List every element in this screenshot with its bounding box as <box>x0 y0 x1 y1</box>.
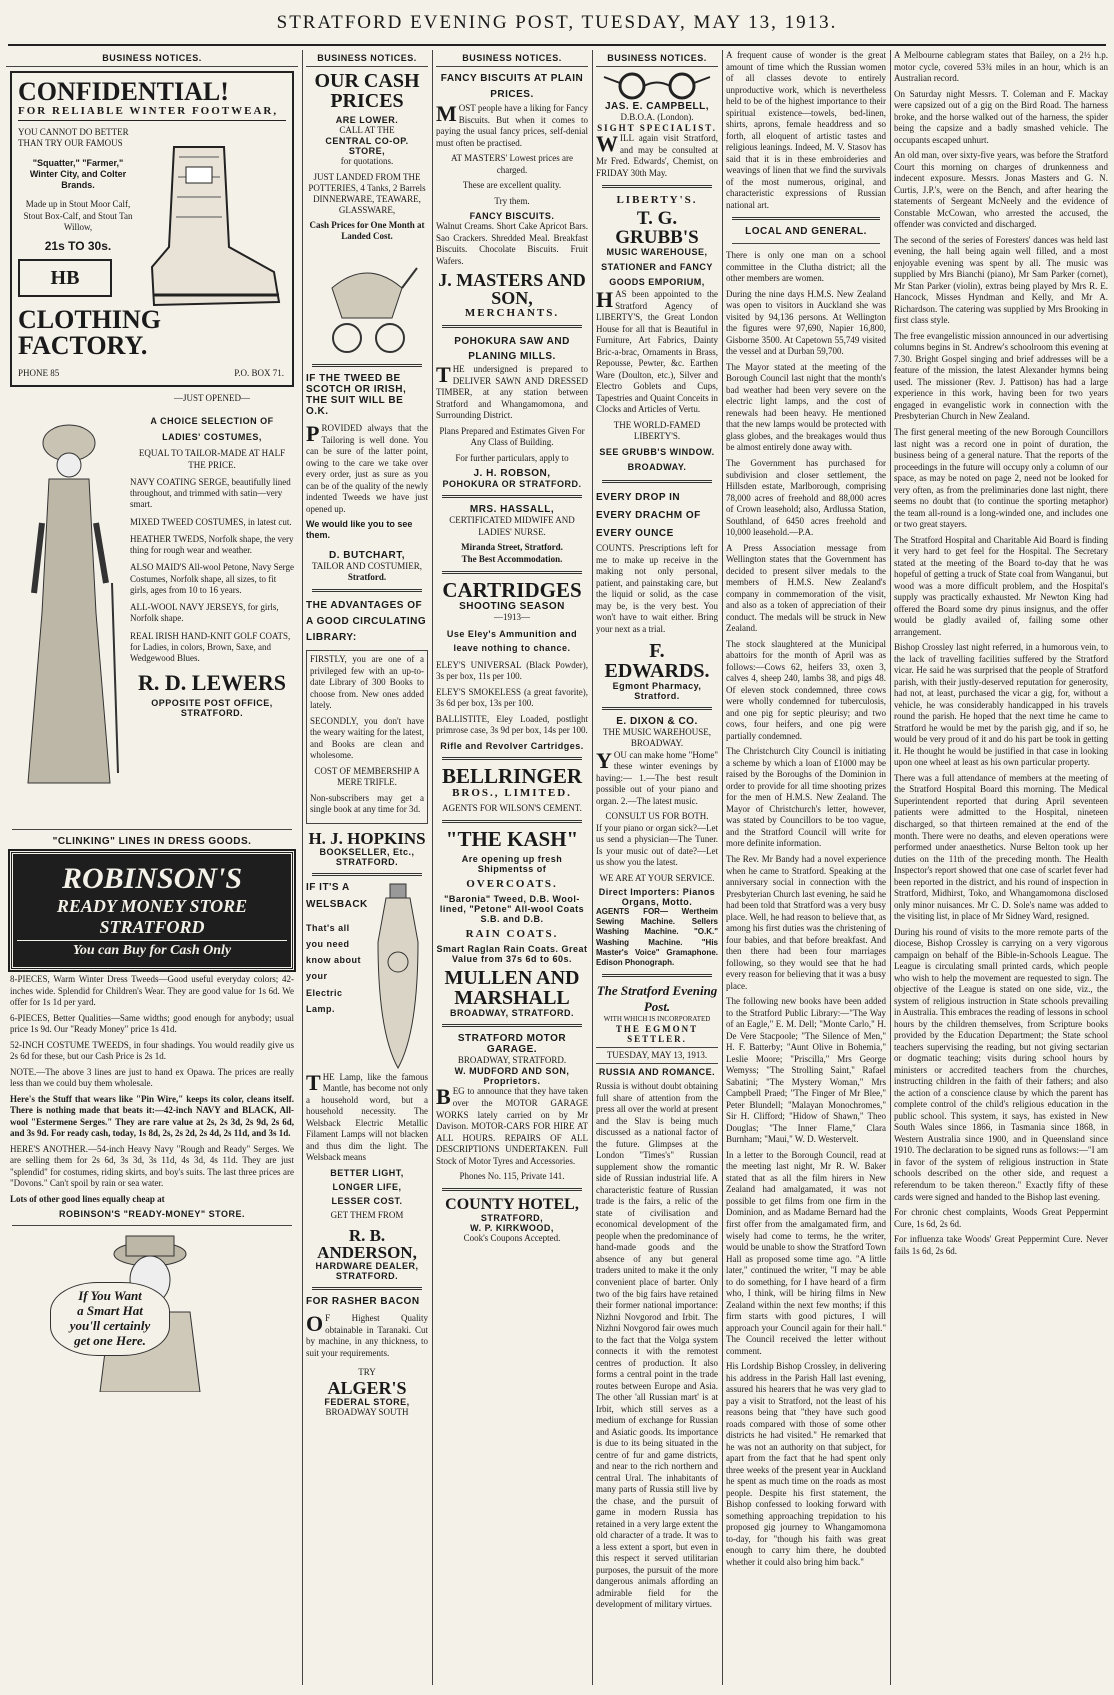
ad-text: "Baronia" Tweed, D.B. Wool-lined, "Petone" All-wool Coats S.B. and D.B. <box>439 894 585 925</box>
ad-text: JUST LANDED FROM THE POTTERIES, 4 Tanks, 2 Barrels DINNERWARE, TEAWARE, GLASSWARE, <box>308 171 426 216</box>
speech-bubble <box>50 1282 170 1356</box>
ad-paragraph: SECONDLY, you don't have the weary waiting for the latest, and Books are clean and wholesome. <box>310 715 424 761</box>
bellringer-name: BELLRINGER <box>441 763 583 788</box>
article-paragraph: The second of the series of Foresters' dances was held last evening, the hall being again well filled, and a most enjoyable evening was spent by all. The music was supplied by Mrs Bianchi (piano), Mr Sam Parker (cornet), Mr Stan Parker (violin), extras being played by Mrs R. E. Hancock, Misses Hyndman and Kelly, and Mr A. Richardson. The catering was supplied by Mrs Brooking in first class style. <box>894 234 1108 326</box>
ad-subtitle: FOR RELIABLE WINTER FOOTWEAR, <box>18 105 286 121</box>
divider <box>442 1024 582 1027</box>
ad-text: MUSIC WAREHOUSE, <box>606 247 708 258</box>
divider <box>312 873 422 876</box>
divider <box>442 325 582 328</box>
article-paragraph: For influenza take Woods' Great Peppermint Cure. Never fails 1s 6d, 2s 6d. <box>894 1234 1108 1256</box>
article-paragraph: The Government has purchased for subdivision and closer settlement, the Hillsden estate, Marlborough, comprising 78,000 acres of freehold and 88,000 acres of Crown leasehold; also, Ardlussa Station, Southland, of 6450 acres freehold and 10,000 leasehold.—P.A. <box>726 457 886 538</box>
ad-price: 21s TO 30s. <box>44 239 112 253</box>
footwear-ad <box>10 71 294 387</box>
section-header: BUSINESS NOTICES. <box>596 50 718 67</box>
ad-text: EQUAL TO TAILOR-MADE AT HALF THE PRICE. <box>138 448 286 470</box>
ad-paragraph: 8-PIECES, Warm Winter Dress Tweeds—Good useful everyday colors; 42-inches wide. Splendid for Children's Wear. They are good value for 1s 6d. We offer for 1s 1d per yard. <box>10 974 294 1008</box>
whites-hat-ad <box>10 1232 294 1392</box>
article-paragraph: Bishop Crossley last night referred, in a humorous vein, to the lack of travelling facilities suffered by the Stratford vicar. He said he was surprised that the people of Stratford parish, with their justly-deserved reputation for generosity, had not, at least, purchased the vicar a gig, for, without a vehicle, he was considerably handicapped in his travels round the parish. He hoped that the next time he came to Stratford he would be met by the parish gig, and if so, he would be very proud of it and do his part be took in getting it. He thought he would be justified in that case in looking upon one wheel at least as his own particular property. <box>894 642 1108 768</box>
ad-heading: FANCY BISCUITS AT PLAIN PRICES. <box>440 73 584 100</box>
ad-text: ARE LOWER. <box>335 115 399 125</box>
ad-text: BROADWAY SOUTH <box>325 1406 409 1417</box>
ad-text: We would like you to see them. <box>306 519 413 541</box>
ad-text: Stratford. <box>347 571 387 582</box>
ad-text: —JUST OPENED— <box>173 393 251 403</box>
article-paragraph: The free evangelistic mission announced in our advertising columns begins in St. Andrew's schoolroom this evening at 7.30. Bright Gospel singing and brief addresses will be a feature of the mission, the latest Alexander hymns being used. The missioner (Rev. J. Pattison) has had a large experience in this work, having been for two years engaged in evangelistic work in connection with the Presbyterian Church in New Zealand. <box>894 330 1108 422</box>
ad-text: Rifle and Revolver Cartridges. <box>440 740 584 751</box>
ad-text: Use Eley's Ammunition and leave nothing to chance. <box>446 629 578 654</box>
bubble-text: you'll certainly <box>69 1318 151 1334</box>
ad-paragraph: Walnut Creams. Short Cake Apricot Bars. Sao Crackers. Shredded Meal. Breakfast Biscuits. Chocolate Biscuits. Fruit Wafers. <box>436 221 588 266</box>
ad-paragraph: 6-PIECES, Better Qualities—Same widths; good enough for anybody; usual price 1s 9d. Our "Ready Money" price 1s 41d. <box>10 1012 294 1035</box>
divider <box>602 707 712 710</box>
column-5 <box>726 50 886 1685</box>
ad-text: Direct Importers: Pianos Organs, Motto. <box>598 886 716 907</box>
ad-paragraph: Lots of other good lines equally cheap at <box>10 1193 165 1204</box>
issue-date: TUESDAY, MAY 13, 1913. <box>596 1047 718 1064</box>
pram-illustration <box>312 248 422 358</box>
banner-text: STRATFORD <box>99 917 205 937</box>
ad-text: "Squatter," "Farmer," Winter City, and Colter Brands. <box>29 157 127 190</box>
ad-text: IF IT'S A <box>306 881 350 893</box>
ad-paragraph: COUNTS. Prescriptions left for me to make up receive in the making not only personal, patient, and painstaking care, but the liquid or solid, as the case may be, is the very best. You won't have to wait either. Bring your next as a trial. <box>596 543 718 634</box>
ad-text: YOU CANNOT DO BETTER THAN TRY OUR FAMOUS <box>18 127 129 149</box>
ad-paragraph: If your piano or organ sick?—Let us send a physician—The Tuner. Is your music out of date?—Let us show you the latest. <box>596 822 718 868</box>
cash-prices-title: OUR CASH PRICES <box>314 70 420 112</box>
lewers-address: OPPOSITE POST OFFICE, STRATFORD. <box>151 698 273 719</box>
ad-text: LESSER COST. <box>331 1195 403 1206</box>
kash-name: "THE KASH" <box>445 827 579 852</box>
ad-title: CONFIDENTIAL! <box>18 77 229 106</box>
column-rule <box>302 50 303 1685</box>
ad-text: W. MUDFORD AND SON, Proprietors. <box>454 1066 570 1087</box>
article-paragraph: An old man, over sixty-five years, was before the Stratford Court this morning on charges of drunkenness and indecent exposure. Messrs. Jonas Masters and G. N. Curtis, J.P.'s, were on the Bench, and after hearing the statements of Sergeant McNeely and the evidence of Constable McCowan, who arrested the accused, the offender was convicted and discharged. <box>894 150 1108 230</box>
ad-heading: STRATFORD MOTOR GARAGE. <box>457 1033 567 1056</box>
ad-text: BROS., LIMITED. <box>452 786 572 799</box>
bubble-text: a Smart Hat <box>77 1303 143 1319</box>
masthead-rule <box>8 44 1106 46</box>
ad-paragraph: Non-subscribers may get a single book at any time for 3d. <box>310 792 424 815</box>
library-box <box>306 650 428 824</box>
ad-text: THE WORLD-FAMED LIBERTY'S. <box>613 419 701 442</box>
divider <box>442 571 582 574</box>
grubb-name: T. G. GRUBB'S <box>615 208 699 249</box>
ad-text: WELSBACK <box>306 898 368 910</box>
ad-text: WE ARE AT YOUR SERVICE. <box>599 872 715 883</box>
ad-text: Egmont Pharmacy, Stratford. <box>612 681 702 702</box>
clothing-factory: CLOTHING FACTORY. <box>18 305 162 360</box>
ad-paragraph: OF Highest Quality obtainable in Taranaki. Cut by machine, in any thickness, to suit your requirements. <box>306 1311 428 1358</box>
article-paragraph: The Christchurch City Council is initiating a scheme by which a loan of £1000 may be raised by the Boroughs of the Dominion in order to provide for all time shooting prizes for the men of H.M.S. New Zealand. The Mayor of Christchurch's letter, however, was stated by Councillors to be too vague, and the Stratford Council will write for more definite information. <box>726 746 886 849</box>
ad-text: ALL-WOOL NAVY JERSEYS, for girls, Norfolk shape. <box>130 602 279 624</box>
ad-text: NAVY COATING SERGE, beautifully lined throughout, and trimmed with satin—very smart. <box>130 476 291 510</box>
article-paragraph: For chronic chest complaints, Woods Great Peppermint Cure, 1s 6d, 2s 6d. <box>894 1207 1108 1229</box>
algers-name: ALGER'S <box>327 1377 407 1398</box>
ad-text: Are opening up fresh Shipmentss of <box>461 854 563 875</box>
ad-text: HEATHER TWEDS, Norfolk shape, the very thing for rough wear and weather. <box>130 533 294 555</box>
column-2 <box>306 50 428 1685</box>
ad-paragraph: THE undersigned is prepared to DELIVER SAWN AND DRESSED TIMBER, at any station between Stratford and Whangamomona, and Surrounding District. <box>436 362 588 421</box>
divider <box>602 974 712 977</box>
lady-illustration <box>14 413 124 793</box>
ad-text: A CHOICE SELECTION OF <box>150 416 274 427</box>
ad-text: Phones No. 115, Private 141. <box>459 1171 565 1182</box>
ad-text: WITH WHICH IS INCORPORATED <box>603 1015 711 1024</box>
ad-heading: THE ADVANTAGES OF A GOOD CIRCULATING LIBRARY: <box>306 600 427 644</box>
ad-text: for quotations. <box>340 156 394 167</box>
ad-paragraph: HAS been appointed to the Stratford Agency of LIBERTY'S, the Great London House for all that is Beautiful in Furniture, Art Fabrics, Dainty Bric-a-brac, Ornaments in Brass, Repousse, Pewter, &c. Earthen Ware (Doulton, etc.), Silver and Electro Goblets and Cups, Tapestries and Quaint Conceits in Clocks and Articles of Vertu. <box>596 287 718 415</box>
ad-text: W. P. KIRKWOOD, <box>470 1223 554 1234</box>
mullen-name: MULLEN AND MARSHALL <box>444 967 580 1010</box>
article-paragraph: There was a full attendance of members at the meeting of the Stratford Hospital Board this morning. The Medical Superintendent reported that during April seventeen patients were admitted to the Hospital, nineteen discharged, so that thirteen remained at the end of the month. There were no deaths, and eleven operations were performed under anaesthetics. Nurse Belton took up her duties on the 11th of the preceding month. The Health Inspector's report showed that one case of scarlet fever had been reported in the district, and his round of inspection in Stratford, Midhirst, Toko, and Whangamomona disclosed only minor nuisances. Mr C. D. Sole's name was added to the visiting list, in place of Mr Sidney Ward, resigned. <box>894 772 1108 922</box>
ad-text: TAILOR AND COSTUMIER, <box>311 560 423 571</box>
bubble-text: get one Here. <box>74 1333 146 1349</box>
divider <box>442 820 582 823</box>
lewers-ad <box>10 393 294 823</box>
divider <box>602 185 712 188</box>
column-3 <box>436 50 588 1685</box>
ad-text: GET THEM FROM <box>330 1209 404 1220</box>
article-paragraph: A frequent cause of wonder is the great amount of time which the Russian women of all classes devote to entirely unproductive work, which is nevertheless held to be of the highest importance to their spiritual existence—towels, bed-linen, shirts, aprons, female headdress and so forth, all eloquent of artistic tastes and religious leanings. Indeed, M. V. Stasov has said that it is in these embroideries and weavings of linen that we find the survivals of the most numerous, original, and characteristic expressions of Russian national art. <box>726 50 886 210</box>
ad-text: CALL AT THE <box>339 125 395 135</box>
column-rule <box>722 50 723 1685</box>
ad-text: STRATFORD. <box>335 1271 399 1282</box>
ad-paragraph: BEG to announce that they have taken over the MOTOR GARAGE WORKS lately carried on by Mr Davison. MOTOR-CARS FOR HIRE AT ALL HOURS. REPAIRS OF ALL DESCRIPTIONS UNDERTAKEN. Full Stock of Motor Tyres and Accessories. <box>436 1084 588 1166</box>
column-6 <box>894 50 1108 1685</box>
robinsons-banner <box>10 851 294 970</box>
ad-text: EVERY DRACHM OF <box>596 510 701 522</box>
ad-text: OVERCOATS. <box>466 878 558 891</box>
ad-text: LIBERTY'S. <box>616 194 698 207</box>
ad-text: LADIES' COSTUMES, <box>162 432 262 443</box>
boot-illustration <box>134 137 284 317</box>
divider <box>312 1287 422 1290</box>
article-paragraph: His Lordship Bishop Crossley, in delivering his address in the Parish Hall last evening, assured his hearers that he was very glad to pay a visit to Stratford, not the least of his reasons being that "they have such good roads compared with those of some other districts he had visited." He remarked that he was not an authority on that subject, for apart from the fact that he had spent only three weeks of the present year in Auckland he spent as much time on the roads as most people. Despite his first statement, the Bishop confessed to looking forward with something approaching trepidation to his proposed gig journey to Whangamomona to-day, for "though his faith was great enough to carry him there, he doubted whether it could also bring him back." <box>726 1361 886 1567</box>
ad-text: BROADWAY, STRATFORD. <box>449 1008 574 1019</box>
hopkins-name: H. J. HOPKINS <box>308 828 426 848</box>
section-header: BUSINESS NOTICES. <box>436 50 588 67</box>
ad-text: MIXED TWEED COSTUMES, in latest cut. <box>130 516 292 527</box>
ad-paragraph: 52-INCH COSTUME TWEEDS, in four shadings. You would readily give us 2s 6d for these, but our Cash Price is 2s 1d. <box>10 1039 294 1062</box>
article-paragraph: The Rev. Mr Bandy had a novel experience when he came to Stratford. Speaking at the anniversary social in connection with the Presbyterian Church last evening, he said he had been told that Stratford was a very busy place. Well, he had reason to believe that, as among his first duties was the christening of four babies, and that before breakfast. And then there had been four marriages following, so they would see that he had every reason for believing that it was a busy place. <box>726 854 886 991</box>
ad-paragraph: HERE'S ANOTHER.—54-inch Heavy Navy "Rough and Ready" Serges. We are selling them for 2s 6d, 3s 3d, 3s 11d, 4s 3d, 4s 11d. They are just "splendid" for costumes, riding skirts, and boy's suits. The last three prices are "Dovons." Can't spoil by rain or sea water. <box>10 1143 294 1189</box>
divider <box>12 1225 292 1226</box>
ad-text: STRATFORD, <box>480 1213 544 1224</box>
article-paragraph: The first general meeting of the new Borough Councillors last night was a record one in point of duration, the business being of a general nature. That the reports of the proceedings in the future will occupy only a column of our space, as may be noted on page 2, need not be looked for very often, as from the preliminaries done last night, there seems no doubt that (to continue the sporting metaphor) the team all-round is a long-winded one, and includes one or two great stayers. <box>894 426 1108 530</box>
ad-text: Cook's Coupons Accepted. <box>463 1233 561 1244</box>
welsback-ad <box>306 882 428 1072</box>
ad-heading: FOR RASHER BACON <box>306 1296 420 1308</box>
article-paragraph: On Saturday night Messrs. T. Coleman and F. Mackay were capsized out of a gig on the Bird Road. The harness broke, and the horse walked out of the harness, the spider being the capsize and a badly smashed vehicle. The occupants escaped unhurt. <box>894 88 1108 145</box>
divider <box>312 364 422 367</box>
ad-text: SHOOTING SEASON <box>459 600 565 612</box>
ad-paragraph: Plans Prepared and Estimates Given For Any Class of Building. <box>439 425 585 448</box>
ad-text: —1913— <box>494 611 530 622</box>
ad-text: Smart Raglan Rain Coats. Great Value from 37s 6d to 60s. <box>436 944 588 965</box>
ad-text: EVERY DROP IN <box>596 492 681 504</box>
article-paragraph: During his round of visits to the more remote parts of the diocese, Bishop Crossley is carrying on a very vigorous campaign on behalf of the Bible-in-Schools League. The League is circulating small printed cards, which people who wish to help the movement are requested to sign. The objective of the League is stated on one side, viz., the system of religious instruction in State schools prevailing in Australia. This embraces the reading of lessons in school hours by the children themselves, from Scripture books provided by the Education Department; the State school teachers supervising the reading, but not giving sectarian or dogmatic teaching; visits during school hours by ministers or accredited teachers from the churches, instructing children in the faith of their fathers; and also the action of a conscience clause by which the parent has complete control of the child's religious education in the public school. This system, it says, has existed in New South Wales since 1866, in Tasmania since 1868, in Western Australia since 1900, and in Queensland since 1910. The declaration to be signed runs as follows:—"I am in favor of the system of religious instruction in State schools described on the other side, and request a referendum to be taken thereon." Exactly fifty of these cards were signed and handed to the Bishop last evening. <box>894 926 1108 1202</box>
banner-text: ROBINSON'S <box>61 862 243 895</box>
ad-phone: PHONE 85 <box>18 367 60 378</box>
paper-title: The Stratford Evening Post. <box>596 983 718 1015</box>
ad-text: EVERY OUNCE <box>596 528 674 540</box>
ad-text: CENTRAL CO-OP. STORE, <box>325 136 409 157</box>
article-paragraph: The following new books have been added to the Stratford Public Library:—"The Way of an Eagle," E. M. Dell; "Monte Carlo," H. De Vere Stacpoole; "The Silence of Men," H. F. Batterby; "Aunt Olive in Bohemia," Leslie Moore; "Priscilla," Mrs George Wemyss; "The Strolling Saint," Rafael Sabatini; "The Mystery Woman," Mrs Campbell Praed; "The Finger of Mr Blee," Peter Blundell; "Malayan Monochromes," Sir H. Clifford; "Hidow of Shawn," Theo Douglas; "The Inner Flame," Clara Burnham; "Maui," W. D. Westervelt. <box>726 996 886 1145</box>
ad-paragraph: NOTE.—The above 3 lines are just to hand ex Opawa. The prices are really less than we could buy them wholesale. <box>10 1066 294 1089</box>
ad-paragraph: CERTIFICATED MIDWIFE AND LADIES' NURSE. <box>449 515 575 537</box>
ad-text: THE MUSIC WAREHOUSE, BROADWAY. <box>602 727 712 749</box>
article-paragraph: Russia is without doubt obtaining full share of attention from the press all over the world at present and the Slav is being much discussed as a national factor of the future. Glimpses at the London "Times's" Russian supplement show the romantic side of Russian industrial life. A characteristic feature of Russian trade is the fairs, a relic of the state of civilisation and economical development of the people when the predominance of hand-made goods and the absence of any but general traders united to make it the only convenient place of barter. Only two of the big fairs have retained their former national importance: Nizhni Novgorod and Irbit. The Nizhni Novgorod fair owes much to the fact that the Volga system connects it with the remotest centres of production. It also forms a central point in the trade routes between Europe and Asia. The other 'all Russian mart' is at Irbit, which still serves as a medium of exchange for Russian and Asiatic goods. Its importance is due to its being situated in the centre of fur and game districts, and near to the rich northern and central Ural. The inhabitants of many parts of Russia still live by the chase, and the pursuit of game in modern Russia has retained in a very large extent the old character of a trade. It was to a less extent a sport, but even in this respect it served utilitarian purposes, the pursuit of the more dangerous animals affording an admirable field for the development of military virtues. <box>596 1081 718 1610</box>
ad-text: AGENTS FOR WILSON'S CEMENT. <box>442 802 582 813</box>
ad-paragraph: ELEY'S SMOKELESS (a great favorite), 3s 6d per box, 13s per 100. <box>436 686 588 709</box>
ad-text: SEE GRUBB'S WINDOW. BROADWAY. <box>599 447 715 472</box>
ad-paragraph: These are excellent quality. <box>462 180 562 191</box>
ad-text: That's all you need know about your Electric Lamp. <box>306 922 361 1014</box>
masthead: STRATFORD EVENING POST, TUESDAY, MAY 13, 1913. <box>276 12 838 33</box>
ad-text: POHOKURA OR STRATFORD. <box>442 479 582 490</box>
ad-text: LONGER LIFE, <box>332 1181 402 1192</box>
article-paragraph: A Melbourne cablegram states that Bailey, on a 2½ h.p. motor cycle, covered 53¾ miles in an hour, which is an Australian record. <box>894 50 1108 84</box>
ad-text: D.B.O.A. (London). <box>620 112 694 122</box>
ad-text: The Best Accommodation. <box>461 553 563 564</box>
ad-paragraph: THE Lamp, like the famous Mantle, has become not only a household word, but a household necessity. The Welsback Electric Metallic Filament Lamps will not blacken and thus dim the light. The Welsback means <box>306 1069 428 1163</box>
ad-paragraph: Here's the Stuff that wears like "Pin Wire," keeps its color, cleans itself. There is nothing made that beats it:—42-inch NAVY and BLACK, All-wool "Estermene Serges." They are rare value at 2s, 2s 3d, 2s 9d, 2s 6d, and 3s 9d. For ready cash, today, 1s 8d, 2s, 2s 2d, 2s 4d, 2s 11d, and 3s 1d. <box>10 1093 294 1139</box>
divider <box>312 589 422 592</box>
ad-paragraph: WILL again visit Stratford, and may be consulted at Mr Fred. Edwards', Chemist, on FRIDAY 30th May. <box>596 131 718 178</box>
ad-text: REAL IRISH HAND-KNIT GOLF COATS, for Ladies, in colors, Brown, Saxe, and Wedgewood Blues. <box>130 630 291 663</box>
ad-text: MERCHANTS. <box>464 307 560 320</box>
ad-footer: ROBINSON'S "READY-MONEY" STORE. <box>58 1209 246 1220</box>
ad-text: BETTER LIGHT, <box>330 1167 404 1178</box>
article-paragraph: There is only one man on a school committee in the Clutha district; all the other members are women. <box>726 250 886 284</box>
ad-text: FEDERAL STORE, <box>324 1396 410 1407</box>
banner-text: READY MONEY STORE <box>56 896 248 916</box>
section-header: BUSINESS NOTICES. <box>6 50 298 67</box>
ad-heading: "CLINKING" LINES IN DRESS GOODS. <box>52 836 252 847</box>
column-rule <box>432 50 433 1685</box>
article-paragraph: The stock slaughtered at the Municipal abattoirs for the month of April was as follows:—Cows 62, heifers 33, oxen 3, calves 4, sheep 240, lambs 38, and pigs 48. Of eleven stock condemned, three cows were wholly condemned for tuberculosis, and one pig for septic pleurisy; and two cows, four heifers, and one pig were partially condemned. <box>726 638 886 741</box>
ad-text: CONSULT US FOR BOTH. <box>605 811 709 822</box>
ad-paragraph: YOU can make home "Home" these winter evenings by having:— 1.—The best result possible out of your piano and organ. 2.—The latest music. <box>596 747 718 806</box>
column-4 <box>596 50 718 1685</box>
divider <box>602 480 712 483</box>
article-paragraph: In a letter to the Borough Council, read at the meeting last night, Mr R. W. Baker stated that as all the film hirers in New Zealand had amalgamated, it was not possible to get films from one firm in the Dominion, and as Madame Bernard had the first offer from the amalgamated firm, and wisely had come to terms, he the writer, would be unable to show the Stratford Town Hall as proposed some time ago. "A little later," continued the writer, "I may be able to do something, for I have heard of a firm who, I think, will be hiring films in New Zealand within the next few months; if this firm starts with good pictures, I will approach your Council again for their hall." The Council received the letter without comment. <box>726 1149 886 1356</box>
hb-logo-text: HB <box>50 266 80 289</box>
ad-paragraph: COST OF MEMBERSHIP A MERE TRIFLE. <box>314 765 420 788</box>
column-rule <box>890 50 891 1685</box>
article-heading: RUSSIA AND ROMANCE. <box>598 1067 716 1078</box>
divider <box>442 495 582 498</box>
ad-text: Made up in Stout Moor Calf, Stout Box-Calf, and Stout Tan Willow, <box>23 199 133 232</box>
bubble-text: If You Want <box>78 1288 142 1304</box>
county-hotel: COUNTY HOTEL, <box>445 1196 579 1214</box>
article-paragraph: The Mayor stated at the meeting of the Borough Council last night that the month's bad weather had been very severe on the electric light lamps, and the cost of renewals had been heavy. He mentioned that the new lamps would be protected with glass globes, and the breakages would thus be almost entirely done away with. <box>726 361 886 453</box>
spectacles-icon <box>602 71 712 101</box>
ad-paragraph: ELEY'S UNIVERSAL (Black Powder), 3s per box, 11s per 100. <box>436 659 588 682</box>
ad-paragraph: MOST people have a liking for Fancy Biscuits. But when it comes to paying the usual fancy prices, self-denial must often be practised. <box>436 101 588 148</box>
ad-text: BOOKSELLER, Etc., STRATFORD. <box>319 846 415 867</box>
ad-text: SIGHT SPECIALIST. <box>597 123 717 134</box>
banner-text: You can Buy for Cash Only <box>17 940 287 959</box>
ad-text: Miranda Street, Stratford. <box>461 542 563 553</box>
ad-paragraph: AGENTS FOR— Wertheim Sewing Machine. Sellers Washing Machine. "O.K." Washing Machine. "His Master's Voice" Gramaphone. Edison Phonograph. <box>596 906 718 967</box>
ad-paragraph: Try them. <box>494 195 530 206</box>
article-paragraph: The Stratford Hospital and Charitable Aid Board is finding it very hard to get feel for the Hospital. The Secretary stated at the meeting of the Board to-day that he was hopeful of getting a truck of State coal from Wanganui, but wood was a more difficult problem, and the Hospital's supply was practically exhausted. Mr Newton King had offered the Board some dry pinus insignus, and the offer would be gladly availed of, failing some other arrangement. <box>894 534 1108 637</box>
ad-text: RAIN COATS. <box>465 928 559 941</box>
ad-paragraph: BALLISTITE, Eley Loaded, postlight primrose case, 3s 9d per box, 14s per 100. <box>436 713 588 736</box>
anderson-name: R. B. ANDERSON, <box>317 1226 417 1263</box>
ad-paragraph: AT MASTERS' Lowest prices are charged. <box>451 153 573 175</box>
ad-heading: IF THE TWEED BE SCOTCH OR IRISH, THE SUIT WILL BE O.K. <box>306 373 407 417</box>
ad-text: FANCY BISCUITS. <box>469 211 555 222</box>
edwards-name: F. EDWARDS. <box>604 640 710 683</box>
column-rule <box>592 50 593 1685</box>
masters-name: J. MASTERS AND SON, <box>438 270 586 309</box>
divider <box>442 1188 582 1191</box>
divider <box>732 243 880 244</box>
dixon-name: E. DIXON & CO. <box>616 716 698 728</box>
article-heading: LOCAL AND GENERAL. <box>745 226 867 238</box>
divider <box>12 829 292 830</box>
article-paragraph: A Press Association message from Wellington states that the Government has decided to present silver medals to the members of H.M.S. New Zealand's company in commemoration of the visit, and also as a token of appreciation of their conduct. The medals will be struck in New Zealand. <box>726 542 886 634</box>
ad-pobox: P.O. BOX 71. <box>234 367 284 378</box>
ad-paragraph: For further particulars, apply to <box>455 452 569 463</box>
ad-text: BROADWAY, STRATFORD. <box>457 1055 567 1066</box>
divider <box>442 757 582 760</box>
ad-text: THE EGMONT SETTLER. <box>615 1023 699 1044</box>
lewers-name: R. D. LEWERS <box>138 670 286 696</box>
lamp-illustration <box>368 882 428 1072</box>
ad-text: TRY <box>358 1367 376 1378</box>
ad-text: HARDWARE DEALER, <box>315 1261 419 1272</box>
ad-text: Cash Prices for One Month at Landed Cost. <box>309 219 425 241</box>
robson-name: J. H. ROBSON, <box>473 468 551 480</box>
hb-logo <box>18 259 112 297</box>
column-1 <box>6 50 298 1685</box>
hassall-name: MRS. HASSALL, <box>469 504 555 516</box>
ad-heading: POHOKURA SAW AND PLANING MILLS. <box>454 336 570 363</box>
divider <box>732 217 880 220</box>
butchart-name: D. BUTCHART, <box>329 549 405 561</box>
ad-paragraph: PROVIDED always that the Tailoring is well done. You can be sure of the latter point, owing to the care we take over every order, just as sure as you can be of the quality of the newly indented Tweeds we have just opened up. <box>306 421 428 514</box>
ad-paragraph: FIRSTLY, you are one of a privileged few with an up-to-date Library of 300 Books to choose from. New ones added lately. <box>310 654 424 711</box>
cartridges-title: CARTRIDGES <box>442 577 582 602</box>
ad-text: STATIONER and FANCY GOODS EMPORIUM, <box>601 262 713 287</box>
ad-text: ALSO MAID'S All-wool Petone, Navy Serge Costumes, Norfolk shape, all sizes, to fit girls, ages from 10 to 16 years. <box>130 562 294 595</box>
section-header: BUSINESS NOTICES. <box>306 50 428 67</box>
campbell-name: JAS. E. CAMPBELL, <box>604 101 710 112</box>
article-paragraph: During the nine days H.M.S. New Zealand was open to visitors in Auckland she was visited by 94,136 persons. At Wellington the figures were 97,690, Napier 16,800, Gisborne 3500. At Capetown 55,749 visited the vessel and at Durban 59,700. <box>726 288 886 357</box>
